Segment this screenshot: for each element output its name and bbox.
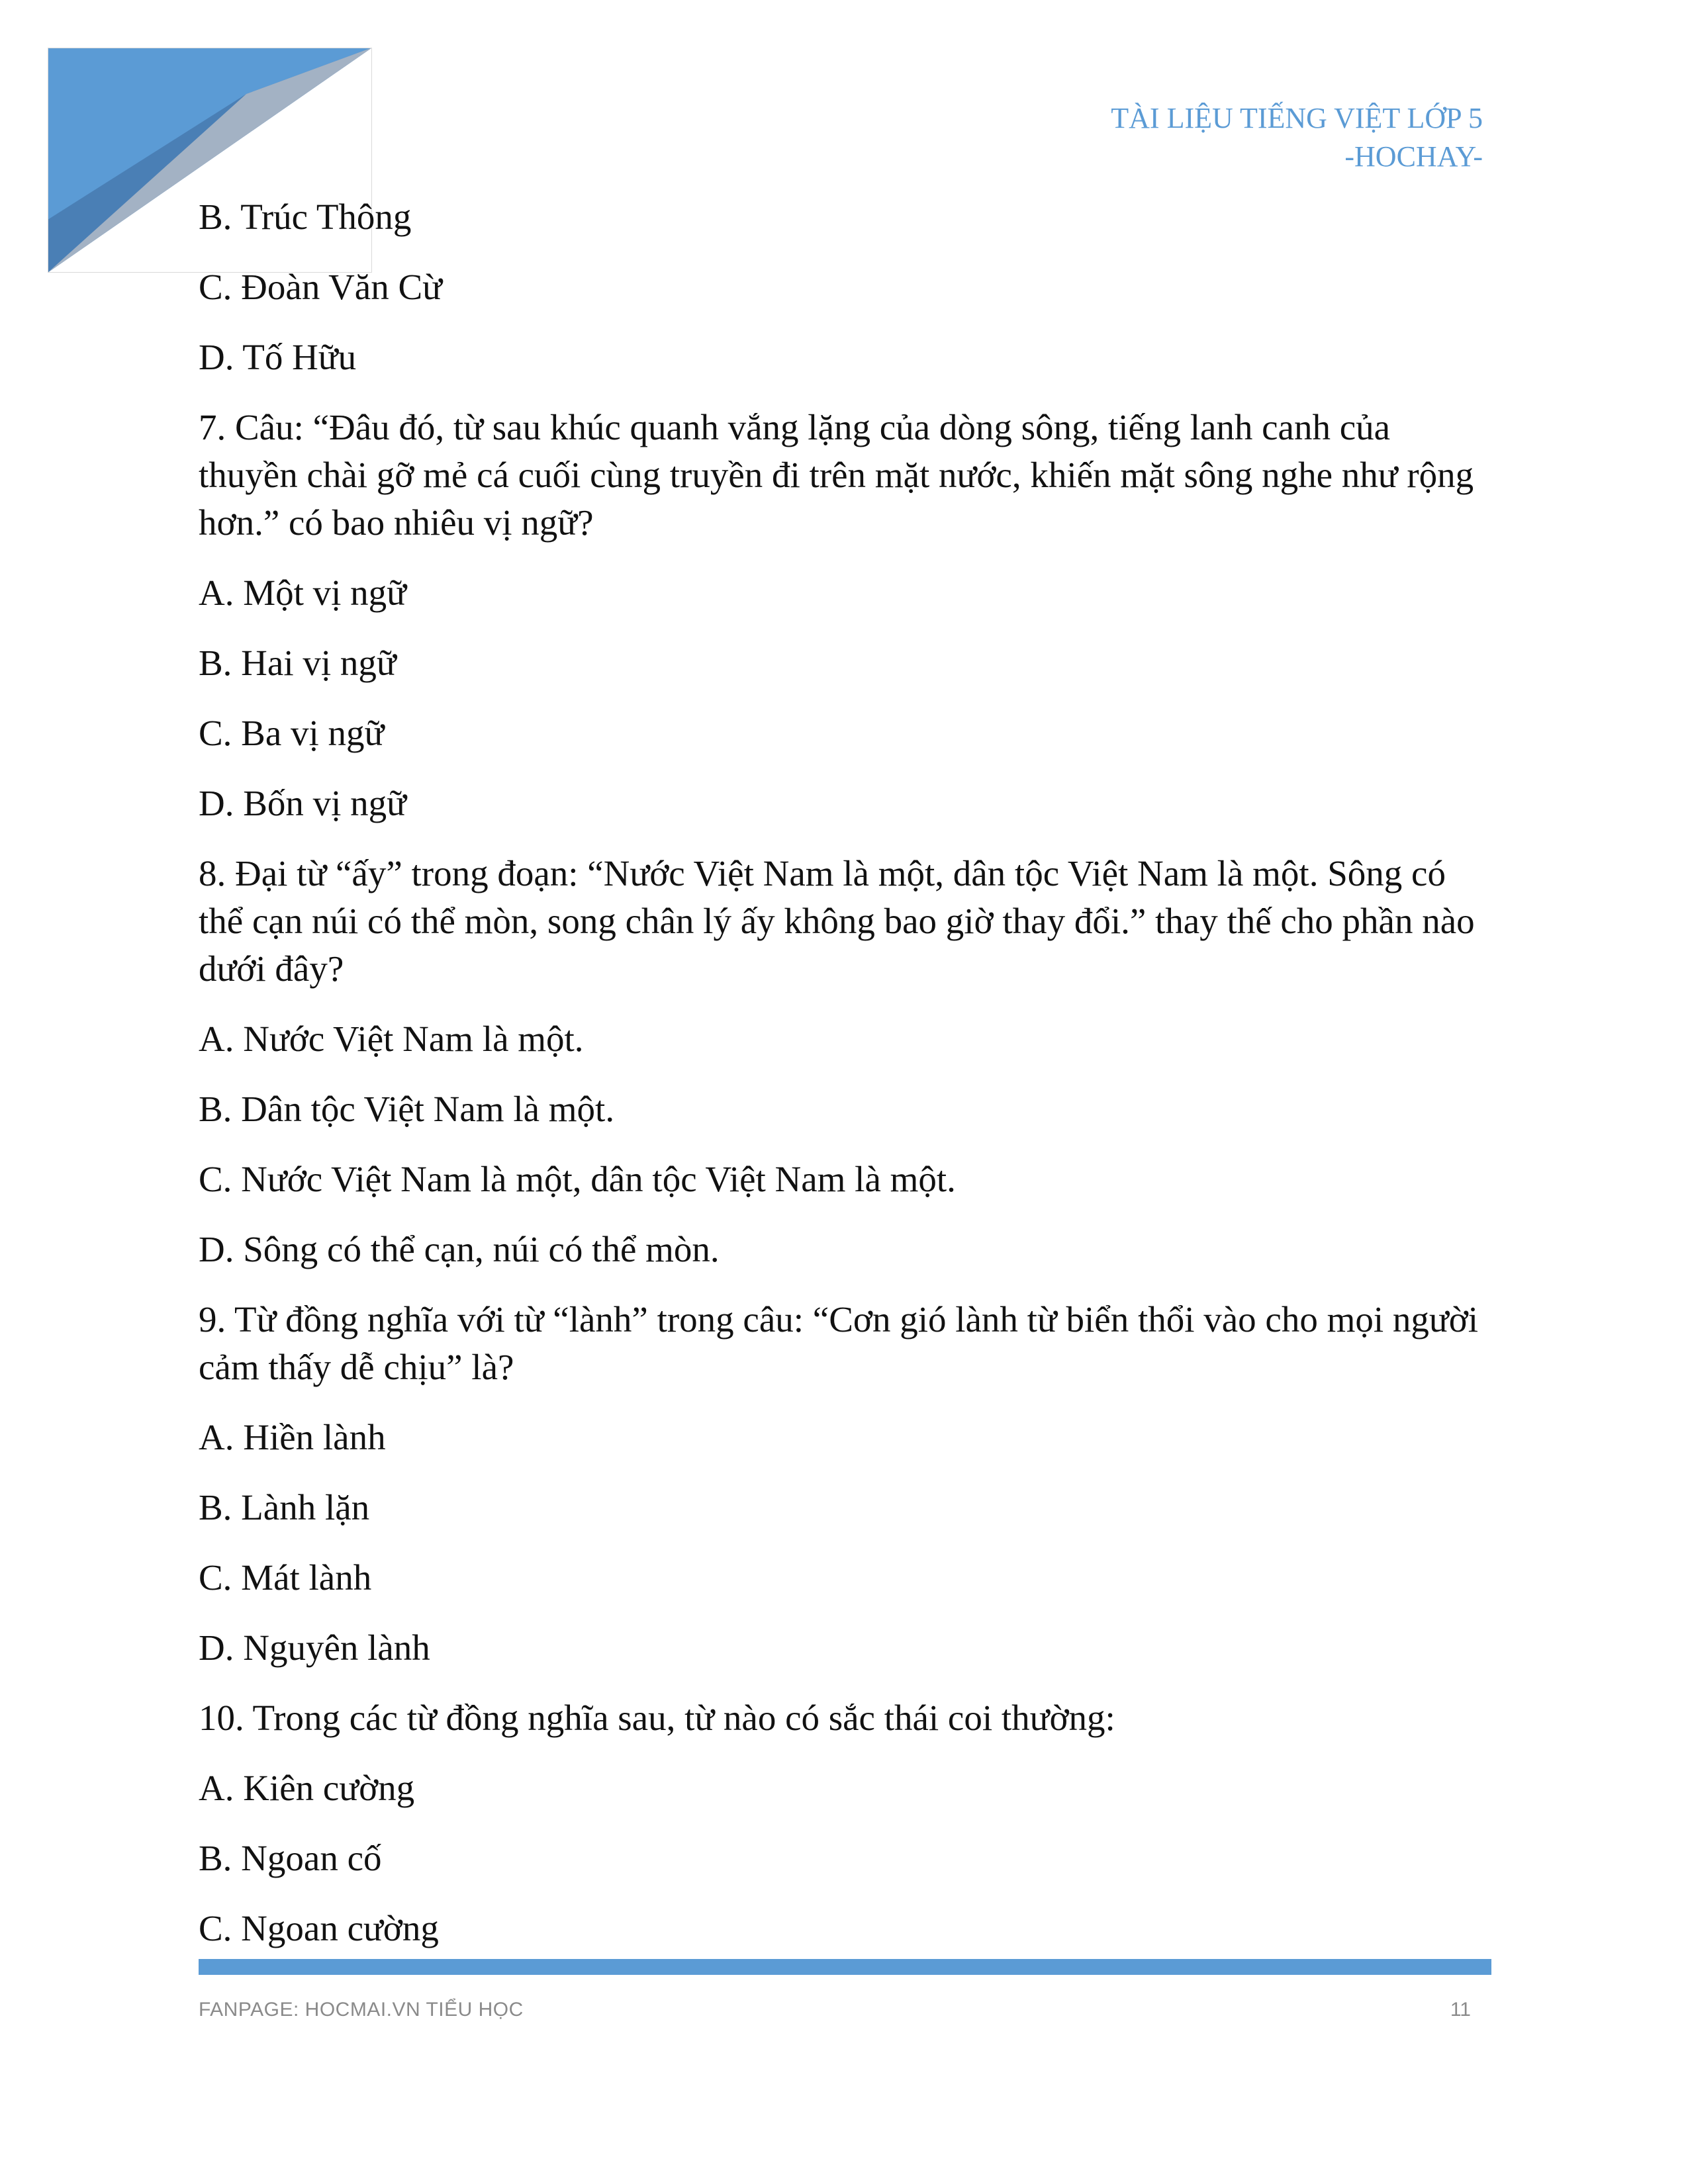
question-9: 9. Từ đồng nghĩa với từ “lành” trong câu: “Cơn gió lành từ biển thổi vào cho mọi người cảm thấy dễ chịu” là? <box>199 1299 1479 1387</box>
question-8: 8. Đại từ “ấy” trong đoạn: “Nước Việt Nam là một, dân tộc Việt Nam là một. Sông có thể cạn núi có thể mòn, song chân lý ấy không bao giờ thay đổi.” thay thế cho phần nào dưới đây? <box>199 853 1475 989</box>
footer-fanpage: FANPAGE: HOCMAI.VN TIỂU HỌC <box>199 1999 524 2021</box>
header-title: TÀI LIỆU TIẾNG VIỆT LỚP 5 <box>1111 102 1483 134</box>
option-line: A. Nước Việt Nam là một. <box>199 1019 584 1059</box>
option-line: A. Một vị ngữ <box>199 572 406 613</box>
header-subtitle: -HOCHAY- <box>1344 140 1483 173</box>
option-line: D. Sông có thể cạn, núi có thể mòn. <box>199 1229 720 1269</box>
option-line: A. Kiên cường <box>199 1768 415 1808</box>
document-header <box>1111 99 1483 176</box>
footer-divider <box>199 1959 1491 1975</box>
option-line: C. Ba vị ngữ <box>199 713 385 753</box>
question-7: 7. Câu: “Đâu đó, từ sau khúc quanh vắng lặng của dòng sông, tiếng lanh canh của thuyền chài gỡ mẻ cá cuối cùng truyền đi trên mặt nước, khiến mặt sông nghe như rộng hơn.” có bao nhiêu vị ngữ? <box>199 407 1474 543</box>
page-number: 11 <box>1450 1999 1471 2021</box>
option-line: D. Nguyên lành <box>199 1627 430 1668</box>
option-line: B. Hai vị ngữ <box>199 643 397 683</box>
option-line: B. Trúc Thông <box>199 197 412 237</box>
option-line: C. Mát lành <box>199 1557 372 1598</box>
document-body <box>199 193 1496 1975</box>
option-line: B. Dân tộc Việt Nam là một. <box>199 1089 615 1129</box>
option-line: D. Tố Hữu <box>199 337 357 377</box>
option-line: D. Bốn vị ngữ <box>199 783 406 823</box>
option-line: C. Ngoan cường <box>199 1908 439 1948</box>
option-line: C. Đoàn Văn Cừ <box>199 267 442 307</box>
option-line: B. Lành lặn <box>199 1487 370 1527</box>
option-line: A. Hiền lành <box>199 1417 386 1457</box>
option-line: B. Ngoan cố <box>199 1838 382 1878</box>
question-10: 10. Trong các từ đồng nghĩa sau, từ nào có sắc thái coi thường: <box>199 1698 1115 1738</box>
option-line: C. Nước Việt Nam là một, dân tộc Việt Nam là một. <box>199 1159 956 1199</box>
